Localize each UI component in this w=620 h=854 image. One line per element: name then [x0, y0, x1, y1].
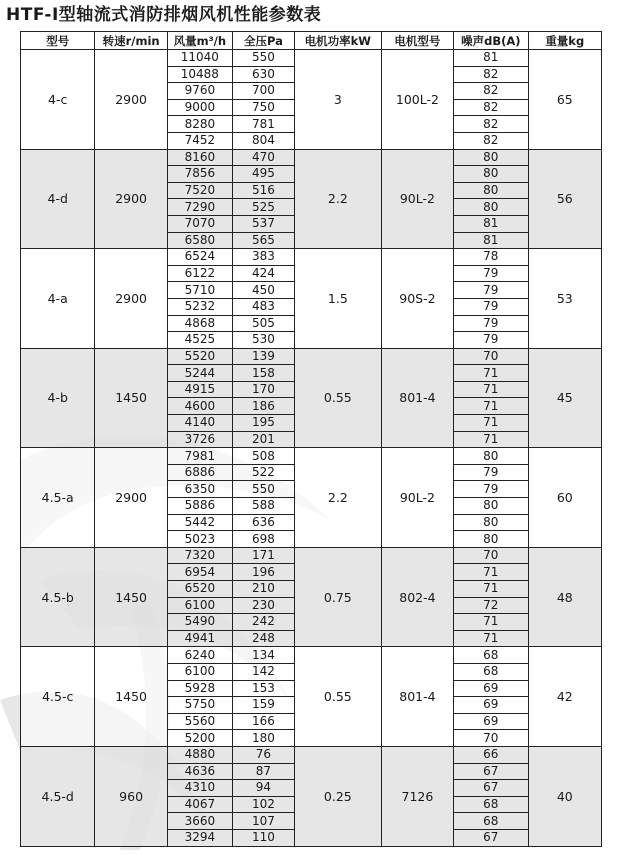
model-group	[21, 348, 602, 448]
pressure-cell: 450	[232, 282, 294, 299]
airflow-cell: 7981	[167, 448, 232, 465]
weight-cell: 42	[528, 647, 601, 747]
power-cell: 0.25	[294, 746, 381, 846]
pressure-cell: 210	[232, 581, 294, 598]
noise-cell: 71	[454, 630, 528, 647]
pressure-cell: 196	[232, 564, 294, 581]
pressure-cell: 102	[232, 796, 294, 813]
model-cell: 4-c	[21, 50, 95, 150]
noise-cell: 80	[454, 498, 528, 515]
noise-cell: 82	[454, 99, 528, 116]
motor-cell: 801-4	[381, 348, 453, 448]
pressure-cell: 750	[232, 99, 294, 116]
noise-cell: 80	[454, 448, 528, 465]
airflow-cell: 5560	[167, 713, 232, 730]
airflow-cell: 7320	[167, 547, 232, 564]
noise-cell: 68	[454, 796, 528, 813]
motor-cell: 90L-2	[381, 149, 453, 249]
pressure-cell: 171	[232, 547, 294, 564]
pressure-cell: 139	[232, 348, 294, 365]
header-motor: 电机型号	[381, 32, 453, 50]
noise-cell: 79	[454, 315, 528, 332]
noise-cell: 71	[454, 365, 528, 382]
airflow-cell: 3294	[167, 829, 232, 846]
pressure-cell: 195	[232, 415, 294, 432]
header-power: 电机功率kW	[294, 32, 381, 50]
model-group	[21, 448, 602, 548]
airflow-cell: 10488	[167, 66, 232, 83]
table-row	[21, 149, 602, 166]
speed-cell: 1450	[95, 348, 167, 448]
airflow-cell: 4636	[167, 763, 232, 780]
airflow-cell: 6580	[167, 232, 232, 249]
table-row	[21, 448, 602, 465]
model-group	[21, 647, 602, 747]
airflow-cell: 7856	[167, 166, 232, 183]
model-group	[21, 249, 602, 349]
pressure-cell: 550	[232, 481, 294, 498]
pressure-cell: 505	[232, 315, 294, 332]
pressure-cell: 383	[232, 249, 294, 266]
motor-cell: 90L-2	[381, 448, 453, 548]
speed-cell: 1450	[95, 547, 167, 647]
noise-cell: 80	[454, 199, 528, 216]
model-cell: 4-b	[21, 348, 95, 448]
airflow-cell: 3726	[167, 431, 232, 448]
airflow-cell: 3660	[167, 813, 232, 830]
weight-cell: 56	[528, 149, 601, 249]
pressure-cell: 781	[232, 116, 294, 133]
airflow-cell: 6524	[167, 249, 232, 266]
noise-cell: 71	[454, 581, 528, 598]
model-group	[21, 547, 602, 647]
speed-cell: 1450	[95, 647, 167, 747]
model-group	[21, 746, 602, 846]
noise-cell: 81	[454, 50, 528, 67]
airflow-cell: 4525	[167, 332, 232, 349]
noise-cell: 69	[454, 713, 528, 730]
noise-cell: 78	[454, 249, 528, 266]
pressure-cell: 804	[232, 132, 294, 149]
pressure-cell: 550	[232, 50, 294, 67]
airflow-cell: 5710	[167, 282, 232, 299]
airflow-cell: 6520	[167, 581, 232, 598]
model-cell: 4.5-a	[21, 448, 95, 548]
airflow-cell: 6886	[167, 464, 232, 481]
airflow-cell: 6100	[167, 597, 232, 614]
airflow-cell: 6350	[167, 481, 232, 498]
pressure-cell: 483	[232, 298, 294, 315]
model-cell: 4-a	[21, 249, 95, 349]
pressure-cell: 107	[232, 813, 294, 830]
pressure-cell: 158	[232, 365, 294, 382]
airflow-cell: 9000	[167, 99, 232, 116]
table-row	[21, 249, 602, 266]
pressure-cell: 170	[232, 381, 294, 398]
pressure-cell: 508	[232, 448, 294, 465]
airflow-cell: 5928	[167, 680, 232, 697]
weight-cell: 40	[528, 746, 601, 846]
noise-cell: 71	[454, 381, 528, 398]
airflow-cell: 11040	[167, 50, 232, 67]
noise-cell: 69	[454, 697, 528, 714]
pressure-cell: 76	[232, 746, 294, 763]
noise-cell: 80	[454, 182, 528, 199]
header-airflow: 风量m³/h	[167, 32, 232, 50]
power-cell: 2.2	[294, 149, 381, 249]
airflow-cell: 6122	[167, 265, 232, 282]
noise-cell: 80	[454, 514, 528, 531]
airflow-cell: 5442	[167, 514, 232, 531]
noise-cell: 82	[454, 132, 528, 149]
weight-cell: 65	[528, 50, 601, 150]
pressure-cell: 242	[232, 614, 294, 631]
noise-cell: 79	[454, 265, 528, 282]
noise-cell: 71	[454, 398, 528, 415]
power-cell: 0.55	[294, 348, 381, 448]
pressure-cell: 424	[232, 265, 294, 282]
noise-cell: 79	[454, 332, 528, 349]
speed-cell: 2900	[95, 448, 167, 548]
airflow-cell: 5200	[167, 730, 232, 747]
noise-cell: 79	[454, 464, 528, 481]
airflow-cell: 6954	[167, 564, 232, 581]
pressure-cell: 516	[232, 182, 294, 199]
airflow-cell: 4067	[167, 796, 232, 813]
airflow-cell: 7290	[167, 199, 232, 216]
motor-cell: 7126	[381, 746, 453, 846]
pressure-cell: 110	[232, 829, 294, 846]
pressure-cell: 530	[232, 332, 294, 349]
pressure-cell: 180	[232, 730, 294, 747]
airflow-cell: 5023	[167, 531, 232, 548]
pressure-cell: 700	[232, 83, 294, 100]
pressure-cell: 470	[232, 149, 294, 166]
pressure-cell: 565	[232, 232, 294, 249]
noise-cell: 70	[454, 348, 528, 365]
pressure-cell: 142	[232, 663, 294, 680]
power-cell: 2.2	[294, 448, 381, 548]
speed-cell: 960	[95, 746, 167, 846]
table-row	[21, 547, 602, 564]
table-row	[21, 746, 602, 763]
pressure-cell: 134	[232, 647, 294, 664]
noise-cell: 71	[454, 564, 528, 581]
pressure-cell: 525	[232, 199, 294, 216]
pressure-cell: 495	[232, 166, 294, 183]
airflow-cell: 7452	[167, 132, 232, 149]
noise-cell: 67	[454, 829, 528, 846]
pressure-cell: 588	[232, 498, 294, 515]
noise-cell: 68	[454, 813, 528, 830]
pressure-cell: 166	[232, 713, 294, 730]
table-row	[21, 348, 602, 365]
motor-cell: 90S-2	[381, 249, 453, 349]
airflow-cell: 5244	[167, 365, 232, 382]
performance-table	[20, 31, 602, 847]
noise-cell: 72	[454, 597, 528, 614]
pressure-cell: 630	[232, 66, 294, 83]
model-cell: 4-d	[21, 149, 95, 249]
speed-cell: 2900	[95, 249, 167, 349]
airflow-cell: 5886	[167, 498, 232, 515]
motor-cell: 100L-2	[381, 50, 453, 150]
pressure-cell: 230	[232, 597, 294, 614]
weight-cell: 48	[528, 547, 601, 647]
noise-cell: 79	[454, 298, 528, 315]
noise-cell: 71	[454, 415, 528, 432]
power-cell: 0.75	[294, 547, 381, 647]
airflow-cell: 4941	[167, 630, 232, 647]
noise-cell: 79	[454, 282, 528, 299]
pressure-cell: 87	[232, 763, 294, 780]
weight-cell: 53	[528, 249, 601, 349]
pressure-cell: 201	[232, 431, 294, 448]
airflow-cell: 6240	[167, 647, 232, 664]
pressure-cell: 698	[232, 531, 294, 548]
noise-cell: 71	[454, 431, 528, 448]
noise-cell: 82	[454, 66, 528, 83]
airflow-cell: 5750	[167, 697, 232, 714]
table-row	[21, 647, 602, 664]
noise-cell: 67	[454, 763, 528, 780]
model-cell: 4.5-d	[21, 746, 95, 846]
model-group	[21, 149, 602, 249]
noise-cell: 66	[454, 746, 528, 763]
airflow-cell: 4880	[167, 746, 232, 763]
noise-cell: 80	[454, 166, 528, 183]
airflow-cell: 7520	[167, 182, 232, 199]
noise-cell: 80	[454, 149, 528, 166]
page-title: HTF-Ⅰ型轴流式消防排烟风机性能参数表	[6, 5, 322, 25]
model-group	[21, 50, 602, 150]
power-cell: 0.55	[294, 647, 381, 747]
motor-cell: 802-4	[381, 547, 453, 647]
speed-cell: 2900	[95, 149, 167, 249]
airflow-cell: 7070	[167, 215, 232, 232]
pressure-cell: 537	[232, 215, 294, 232]
noise-cell: 82	[454, 83, 528, 100]
airflow-cell: 4868	[167, 315, 232, 332]
noise-cell: 82	[454, 116, 528, 133]
pressure-cell: 159	[232, 697, 294, 714]
pressure-cell: 94	[232, 780, 294, 797]
airflow-cell: 5520	[167, 348, 232, 365]
power-cell: 3	[294, 50, 381, 150]
motor-cell: 801-4	[381, 647, 453, 747]
noise-cell: 69	[454, 680, 528, 697]
model-cell: 4.5-c	[21, 647, 95, 747]
noise-cell: 70	[454, 547, 528, 564]
weight-cell: 60	[528, 448, 601, 548]
noise-cell: 71	[454, 614, 528, 631]
airflow-cell: 5490	[167, 614, 232, 631]
pressure-cell: 248	[232, 630, 294, 647]
airflow-cell: 5232	[167, 298, 232, 315]
power-cell: 1.5	[294, 249, 381, 349]
noise-cell: 67	[454, 780, 528, 797]
header-pressure: 全压Pa	[232, 32, 294, 50]
noise-cell: 68	[454, 663, 528, 680]
header-speed: 转速r/min	[95, 32, 167, 50]
airflow-cell: 4310	[167, 780, 232, 797]
pressure-cell: 153	[232, 680, 294, 697]
header-noise: 噪声dB(A)	[454, 32, 528, 50]
noise-cell: 81	[454, 232, 528, 249]
header-row	[21, 32, 602, 50]
speed-cell: 2900	[95, 50, 167, 150]
header-model: 型号	[21, 32, 95, 50]
airflow-cell: 8280	[167, 116, 232, 133]
noise-cell: 70	[454, 730, 528, 747]
model-cell: 4.5-b	[21, 547, 95, 647]
pressure-cell: 636	[232, 514, 294, 531]
table-row	[21, 50, 602, 67]
pressure-cell: 186	[232, 398, 294, 415]
noise-cell: 79	[454, 481, 528, 498]
pressure-cell: 522	[232, 464, 294, 481]
airflow-cell: 6100	[167, 663, 232, 680]
airflow-cell: 4915	[167, 381, 232, 398]
noise-cell: 81	[454, 215, 528, 232]
airflow-cell: 4600	[167, 398, 232, 415]
airflow-cell: 9760	[167, 83, 232, 100]
noise-cell: 80	[454, 531, 528, 548]
airflow-cell: 4140	[167, 415, 232, 432]
noise-cell: 68	[454, 647, 528, 664]
airflow-cell: 8160	[167, 149, 232, 166]
header-weight: 重量kg	[528, 32, 601, 50]
weight-cell: 45	[528, 348, 601, 448]
